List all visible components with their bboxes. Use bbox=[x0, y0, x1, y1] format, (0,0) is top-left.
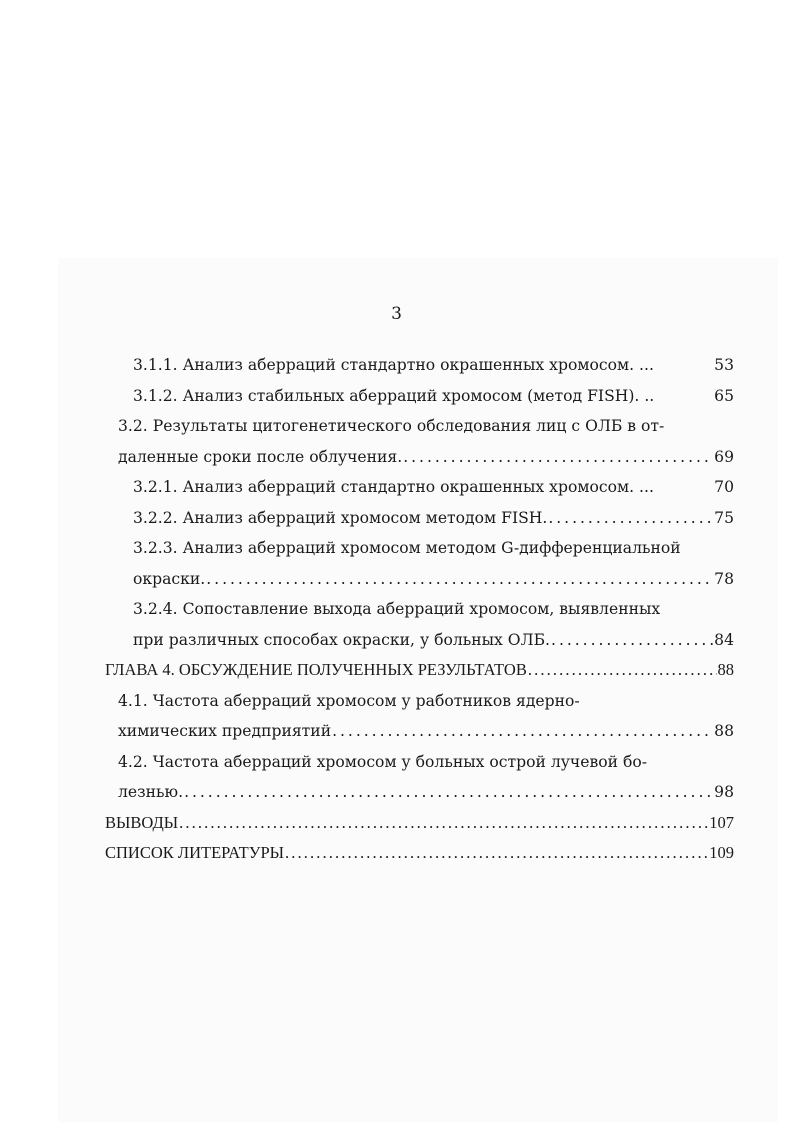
toc-entry-page: 84 bbox=[714, 631, 734, 649]
toc-entry-title: СПИСОК ЛИТЕРАТУРЫ bbox=[105, 843, 285, 862]
toc-entry-title: 3.1.2. Анализ стабильных аберраций хромосом (метод FISH). .. bbox=[133, 387, 655, 405]
toc-entry-page: 78 bbox=[714, 570, 734, 588]
toc-entry-4-1[interactable] bbox=[118, 688, 738, 714]
toc-entry-title: окраски. bbox=[133, 570, 206, 588]
toc-entry-title: лезнью. bbox=[118, 783, 184, 801]
toc-entry-title: ВЫВОДЫ bbox=[105, 813, 179, 832]
toc-entry-3-2-4-cont[interactable] bbox=[133, 627, 734, 653]
toc-entry-title: 4.2. Частота аберраций хромосом у больных острой лучевой бо- bbox=[118, 753, 648, 771]
toc-entry-title: 3.1.1. Анализ аберраций стандартно окрашенных хромосом. ... bbox=[133, 356, 654, 374]
toc-entry-title: даленные сроки после облучения. bbox=[118, 448, 403, 466]
toc-entry-title: 3.2.2. Анализ аберраций хромосом методом FISH. bbox=[133, 509, 548, 527]
toc-entry-3-2-cont[interactable] bbox=[118, 444, 734, 470]
toc-entry-3-2-1[interactable] bbox=[133, 474, 734, 500]
toc-entry-title: ГЛАВА 4. ОБСУЖДЕНИЕ ПОЛУЧЕННЫХ РЕЗУЛЬТАТОВ bbox=[105, 660, 527, 679]
toc-entry-page: 75 bbox=[714, 509, 734, 527]
toc-leader-dots bbox=[206, 566, 713, 592]
toc-entry-3-1-1[interactable] bbox=[133, 352, 734, 378]
toc-leader-dots bbox=[548, 505, 713, 531]
toc-entry-page: 88 bbox=[714, 722, 734, 740]
toc-entry-references[interactable] bbox=[105, 840, 734, 866]
toc-entry-page: 107 bbox=[709, 813, 734, 832]
toc-entry-page: 109 bbox=[709, 843, 734, 862]
toc-entry-title: 3.2.3. Анализ аберраций хромосом методом G-дифференциальной bbox=[133, 539, 681, 557]
toc-entry-title: 3.2. Результаты цитогенетического обследования лиц с ОЛБ в от- bbox=[118, 417, 665, 435]
toc-leader-dots bbox=[528, 657, 717, 683]
toc-leader-dots bbox=[285, 840, 708, 866]
toc-entry-page: 88 bbox=[717, 660, 734, 679]
toc-entry-title: химических предприятий bbox=[118, 722, 332, 740]
toc-entry-4-1-cont[interactable] bbox=[118, 718, 734, 744]
toc-entry-conclusions[interactable] bbox=[105, 810, 734, 836]
toc-entry-3-2-3[interactable] bbox=[133, 535, 738, 561]
toc-entry-page: 69 bbox=[714, 448, 734, 466]
toc-leader-dots bbox=[179, 810, 708, 836]
toc-entry-3-1-2[interactable] bbox=[133, 383, 734, 409]
toc-entry-title: 3.2.1. Анализ аберраций стандартно окрашенных хромосом. ... bbox=[133, 478, 654, 496]
toc-entry-chapter-4[interactable] bbox=[105, 657, 734, 683]
toc-entry-page: 98 bbox=[714, 783, 734, 801]
page-number: 3 bbox=[391, 304, 402, 324]
toc-entry-3-2-4[interactable] bbox=[133, 596, 738, 622]
toc-leader-dots bbox=[551, 627, 713, 653]
toc-entry-4-2[interactable] bbox=[118, 749, 738, 775]
toc-entry-page: 70 bbox=[714, 478, 734, 496]
toc-entry-title: 4.1. Частота аберраций хромосом у работников ядерно- bbox=[118, 692, 580, 710]
toc-entry-3-2[interactable] bbox=[118, 413, 738, 439]
toc-leader-dots bbox=[403, 444, 713, 470]
toc-entry-3-2-2[interactable] bbox=[133, 505, 734, 531]
toc-entry-title: 3.2.4. Сопоставление выхода аберраций хромосом, выявленных bbox=[133, 600, 661, 618]
toc-entry-4-2-cont[interactable] bbox=[118, 779, 734, 805]
toc-entry-page: 53 bbox=[714, 356, 734, 374]
toc-leader-dots bbox=[184, 779, 713, 805]
toc-entry-title: при различных способах окраски, у больных ОЛБ. bbox=[133, 631, 551, 649]
toc-leader-dots bbox=[332, 718, 713, 744]
toc-entry-3-2-3-cont[interactable] bbox=[133, 566, 734, 592]
toc-entry-page: 65 bbox=[714, 387, 734, 405]
